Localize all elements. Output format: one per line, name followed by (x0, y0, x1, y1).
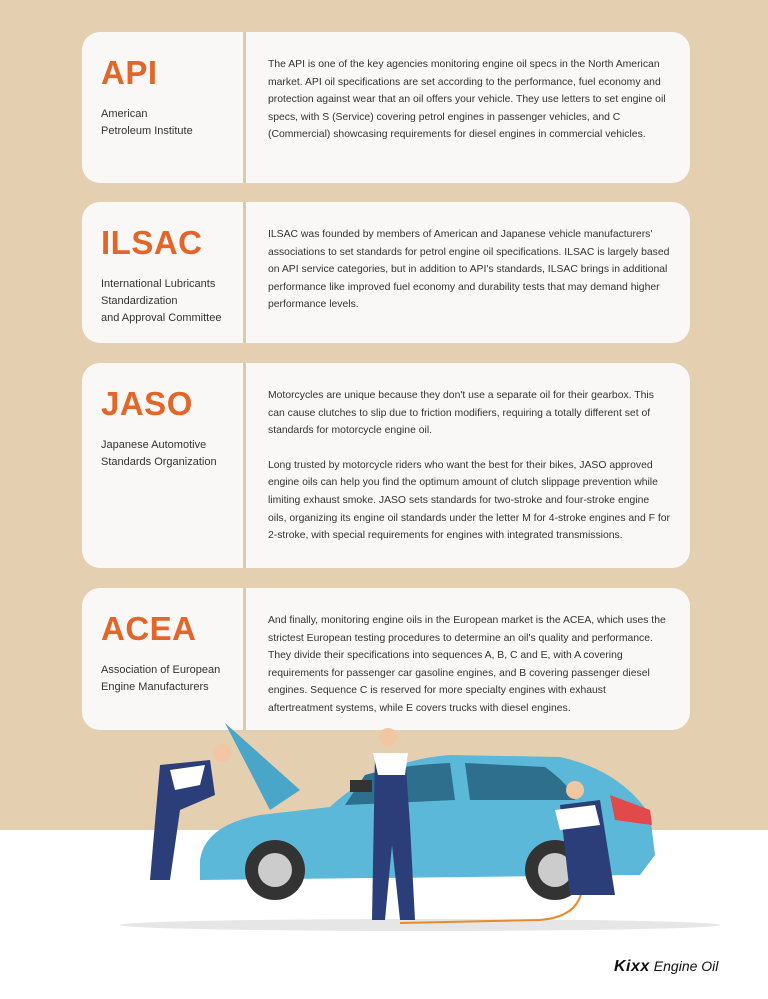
card-description: Long trusted by motorcycle riders who want the best for their bikes, JASO approved engine oils can help you find the optimum amount of clutch slippage prevention while limiting exhaust smoke. JASO sets standards for two-stroke and four-stroke engine oils, organizing its engine oil standards under the letter M for 4-stroke engines and F for 2-stroke, with special requirements for engines with integrated transmissions. (268, 459, 670, 542)
card-acea (82, 588, 690, 730)
card-jaso (82, 363, 690, 568)
card-description: And finally, monitoring engine oils in the European market is the ACEA, which uses the strictest European testing procedures to determine an oil's quality and performance. They divide their specifications into sequences A, B, C and E, with A covering requirements for passenger car gasoline engines, and B covering passenger diesel engines. Sequence C is reserved for more specialty engines with exhaust aftertreatment systems, while E covers trucks with diesel engines. (268, 615, 666, 714)
card-title: ILSAC (101, 224, 203, 261)
card-fullname: American Petroleum Institute (101, 108, 193, 137)
card-fullname: Association of European Engine Manufacturers (101, 664, 221, 693)
card-ilsac (82, 202, 690, 343)
kixx-logo: Kixx Engine Oil (614, 958, 719, 975)
card-fullname: International Lubricants Standardization and Approval Committee (101, 278, 222, 324)
card-description: The API is one of the key agencies monitoring engine oil specs in the North American market. API oil specifications are set according to the performance, fuel economy and protection against wear that an oil offers your vehicle. They use letters to set engine oil specs, with S (Service) covering petrol engines in passenger vehicles, and C (Commercial) showcasing requirements for diesel engines in commercial vehicles. (268, 59, 666, 141)
card-title: ACEA (101, 610, 197, 647)
card-fullname: Japanese Automotive Standards Organization (101, 439, 217, 468)
card-api (82, 32, 690, 183)
card-description: ILSAC was founded by members of American and Japanese vehicle manufacturers' associations to set standards for petrol engine oil specifications. ILSAC is largely based on API service categories, but in addition to API's standards, ILSAC brings in additional performance like improved fuel economy and durability tests that may demand higher performance levels. (268, 229, 670, 311)
card-description: Motorcycles are unique because they don't use a separate oil for their gearbox. This can cause clutches to slip due to friction modifiers, requiring a totally different set of standards for motorcycle engine oil. (268, 390, 654, 437)
mechanics-car-illustration (0, 715, 768, 945)
card-title: JASO (101, 385, 193, 422)
card-title: API (101, 54, 158, 91)
